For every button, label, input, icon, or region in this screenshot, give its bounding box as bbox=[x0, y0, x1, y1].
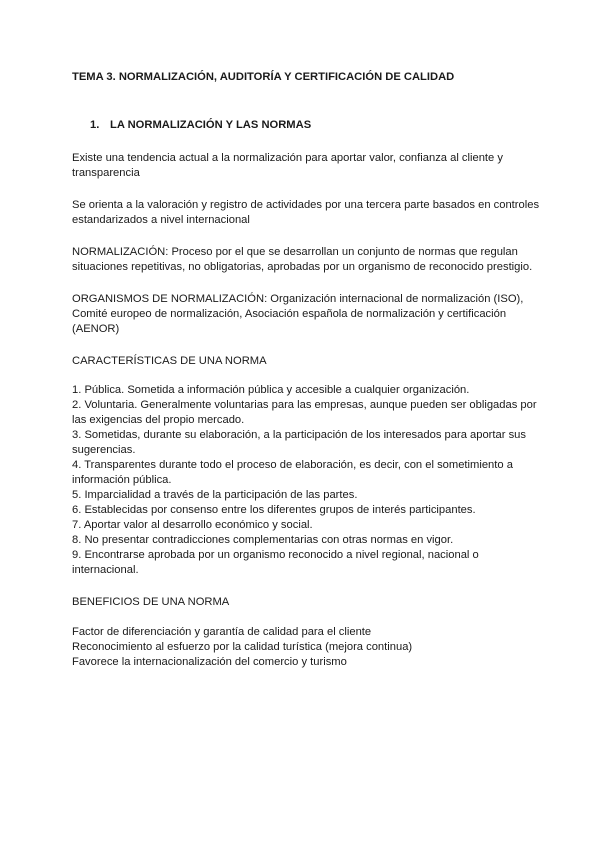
list-item: 6. Establecidas por consenso entre los diferentes grupos de interés participantes. bbox=[72, 504, 476, 516]
paragraph: Se orienta a la valoración y registro de actividades por una tercera parte basados en controles estandarizados a nivel internacional bbox=[72, 199, 540, 226]
paragraph-organisms: ORGANISMOS DE NORMALIZACIÓN: Organización internacional de normalización (ISO), Comité europeo de normalización, Asociación española de normalización y certificación (AENOR) bbox=[72, 293, 524, 335]
characteristics-list bbox=[72, 383, 542, 578]
section-heading bbox=[90, 118, 542, 133]
list-item: 9. Encontrarse aprobada por un organismo reconocido a nivel regional, nacional o internacional. bbox=[72, 549, 479, 576]
section-number: 1. bbox=[90, 119, 100, 131]
paragraph: Existe una tendencia actual a la normalización para aportar valor, confianza al cliente y transparencia bbox=[72, 152, 503, 179]
list-item: Factor de diferenciación y garantía de calidad para el cliente bbox=[72, 626, 372, 638]
benefits-heading: BENEFICIOS DE UNA NORMA bbox=[72, 596, 230, 608]
document-page bbox=[72, 70, 542, 670]
list-item: 3. Sometidas, durante su elaboración, a la participación de los interesados para aportar sus sugerencias. bbox=[72, 429, 526, 456]
list-item: 1. Pública. Sometida a información pública y accesible a cualquier organización. bbox=[72, 384, 470, 396]
list-item: 7. Aportar valor al desarrollo económico y social. bbox=[72, 519, 313, 531]
list-item: 4. Transparentes durante todo el proceso de elaboración, es decir, con el sometimiento a información pública. bbox=[72, 459, 513, 486]
section-title: LA NORMALIZACIÓN Y LAS NORMAS bbox=[110, 119, 312, 131]
characteristics-heading: CARACTERÍSTICAS DE UNA NORMA bbox=[72, 355, 267, 367]
list-item: Favorece la internacionalización del comercio y turismo bbox=[72, 656, 347, 668]
paragraph-definition: NORMALIZACIÓN: Proceso por el que se desarrollan un conjunto de normas que regulan situaciones repetitivas, no obligatorias, aprobadas por un organismo de reconocido prestigio. bbox=[72, 246, 533, 273]
document-title: TEMA 3. NORMALIZACIÓN, AUDITORÍA Y CERTIFICACIÓN DE CALIDAD bbox=[72, 71, 455, 83]
list-item: 8. No presentar contradicciones complementarias con otras normas en vigor. bbox=[72, 534, 454, 546]
benefits-list bbox=[72, 625, 542, 670]
list-item: 5. Imparcialidad a través de la participación de las partes. bbox=[72, 489, 358, 501]
list-item: 2. Voluntaria. Generalmente voluntarias para las empresas, aunque pueden ser obligadas por las exigencias del propio mercado. bbox=[72, 399, 537, 426]
list-item: Reconocimiento al esfuerzo por la calidad turística (mejora continua) bbox=[72, 641, 413, 653]
